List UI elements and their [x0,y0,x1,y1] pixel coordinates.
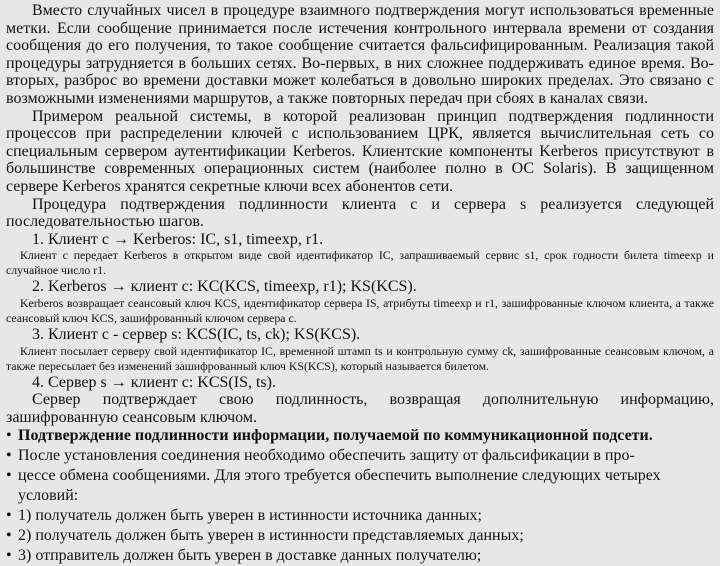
list-item: • 1) получатель должен быть уверен в истинности источника данных; [6,507,482,525]
step-3-title: 3. Клиент c - сервер s: KCS(IC, ts, ck); KS(KCS). [32,325,361,343]
list-item: • 2) получатель должен быть уверен в истинности представляемых данных; [6,527,524,545]
bullet-icon: • [6,447,12,465]
bullet-icon: • [6,527,12,545]
bullet-icon: • [6,467,12,485]
step-1-title: 1. Клиент c → Kerberos: IC, s1, timeexp, r1. [32,230,324,248]
list-item: • После установления соединения необходимо обеспечить защиту от фальсификации в про- [6,447,635,465]
step-3-note: Клиент посылает серверу свой идентификатор IC, временной штамп ts и контрольную сумму ck, зашифрованные сеансовым ключом, а также пересылает без изменений зашифрованный ключ KS(KCS), который называется билетом. [6,343,714,373]
paragraph-server-confirms: Сервер подтверждает свою подлинность, возвращая дополнительную информацию, зашифрованную сеансовым ключом. [6,391,714,426]
paragraph-timestamps: Вместо случайных чисел в процедуре взаимного подтверждения могут использоваться временные метки. Если сообщение принимается после истечения контрольного интервала времени от создания сообщения до его получения, то такое сообщение считается фальсифицированным. Реализация такой процедуры затрудняется в больших сетях. Во-первых, в них сложнее поддерживать единое время. Во-вторых, разброс во времени доставки может колебаться в довольно широких пределах. Это связано с возможными изменениями маршрутов, а также повторных передач при сбоях в каналах связи. [6,2,714,107]
bullet-icon: • [6,427,12,445]
paragraph-procedure: Процедура подтверждения подлинности клиента c и сервера s реализуется следующей последовательностью шагов. [6,195,714,231]
bullet-icon: • [6,507,12,525]
list-item: • цессе обмена сообщениями. Для этого требуется обеспечить выполнение следующих четырех условий: [6,467,661,505]
list-item: • Подтверждение подлинности информации, получаемой по коммуникационной подсети. [6,427,653,445]
step-2-note: Kerberos возвращает сеансовый ключ KCS, идентификатор сервера IS, атрибуты timeexp и r1, зашифрованные ключом клиента, а также сеансовый ключ KCS, зашифрованный ключом сервера c. [6,295,714,325]
step-2-title: 2. Kerberos → клиент c: KC(KCS, timeexp, r1); KS(KCS). [32,278,417,296]
paragraph-kerberos: Примером реальной системы, в которой реализован принцип подтверждения подлинности процессов при распределении ключей с использованием ЦРК, является вычислительная сеть со специальным сервером аутентификации Kerberos. Клиентские компоненты Kerberos присутствуют в большинстве современных операционных систем (наиболее полно в ОС Solaris). В защищенном сервере Kerberos хранятся секретные ключи всех абонентов сети. [6,107,714,195]
bullet-icon: • [6,547,12,565]
step-4-title: 4. Сервер s → клиент c: KCS(IS, ts). [32,373,276,391]
step-1-note: Клиент c передает Kerberos в открытом виде свой идентификатор IC, запрашиваемый сервис s1, срок годности билета timeexp и случайное число r1. [6,248,714,278]
list-item: • 3) отправитель должен быть уверен в доставке данных получателю; [6,547,482,565]
